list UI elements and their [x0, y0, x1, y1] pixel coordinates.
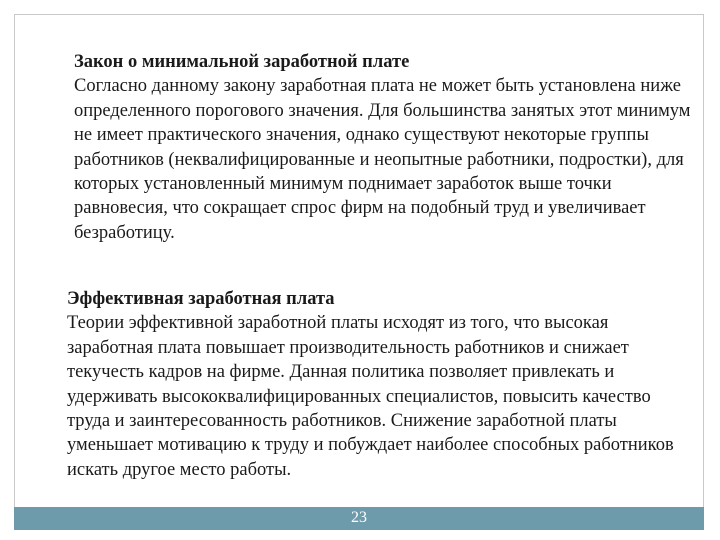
section-body: Согласно данному закону заработная плата не может быть установлена ниже определенного порогового значения. Для большинства занятых этот минимум не имеет практического значения, однако существуют некоторые группы работников (неквалифицированные и неопытные работники, подростки), для которых установленный минимум поднимает заработок выше точки равновесия, что сокращает спрос фирм на подобный труд и увеличивает безработицу. — [74, 76, 691, 243]
footer-bar — [14, 507, 704, 530]
section-efficiency-wage — [67, 287, 697, 482]
section-heading: Закон о минимальной заработной плате — [74, 52, 410, 72]
section-body: Теории эффективной заработной платы исходят из того, что высокая заработная плата повышает производительность работников и снижает текучесть кадров на фирме. Данная политика позволяет привлекать и удерживать высококвалифицированных специалистов, повысить качество труда и заинтересованность работников. Снижение заработной платы уменьшает мотивацию к труду и побуждает наиболее способных работников искать другое место работы. — [67, 313, 674, 480]
page-number: 23 — [351, 509, 367, 526]
section-heading: Эффективная заработная плата — [67, 289, 335, 309]
section-minimum-wage — [74, 50, 694, 245]
